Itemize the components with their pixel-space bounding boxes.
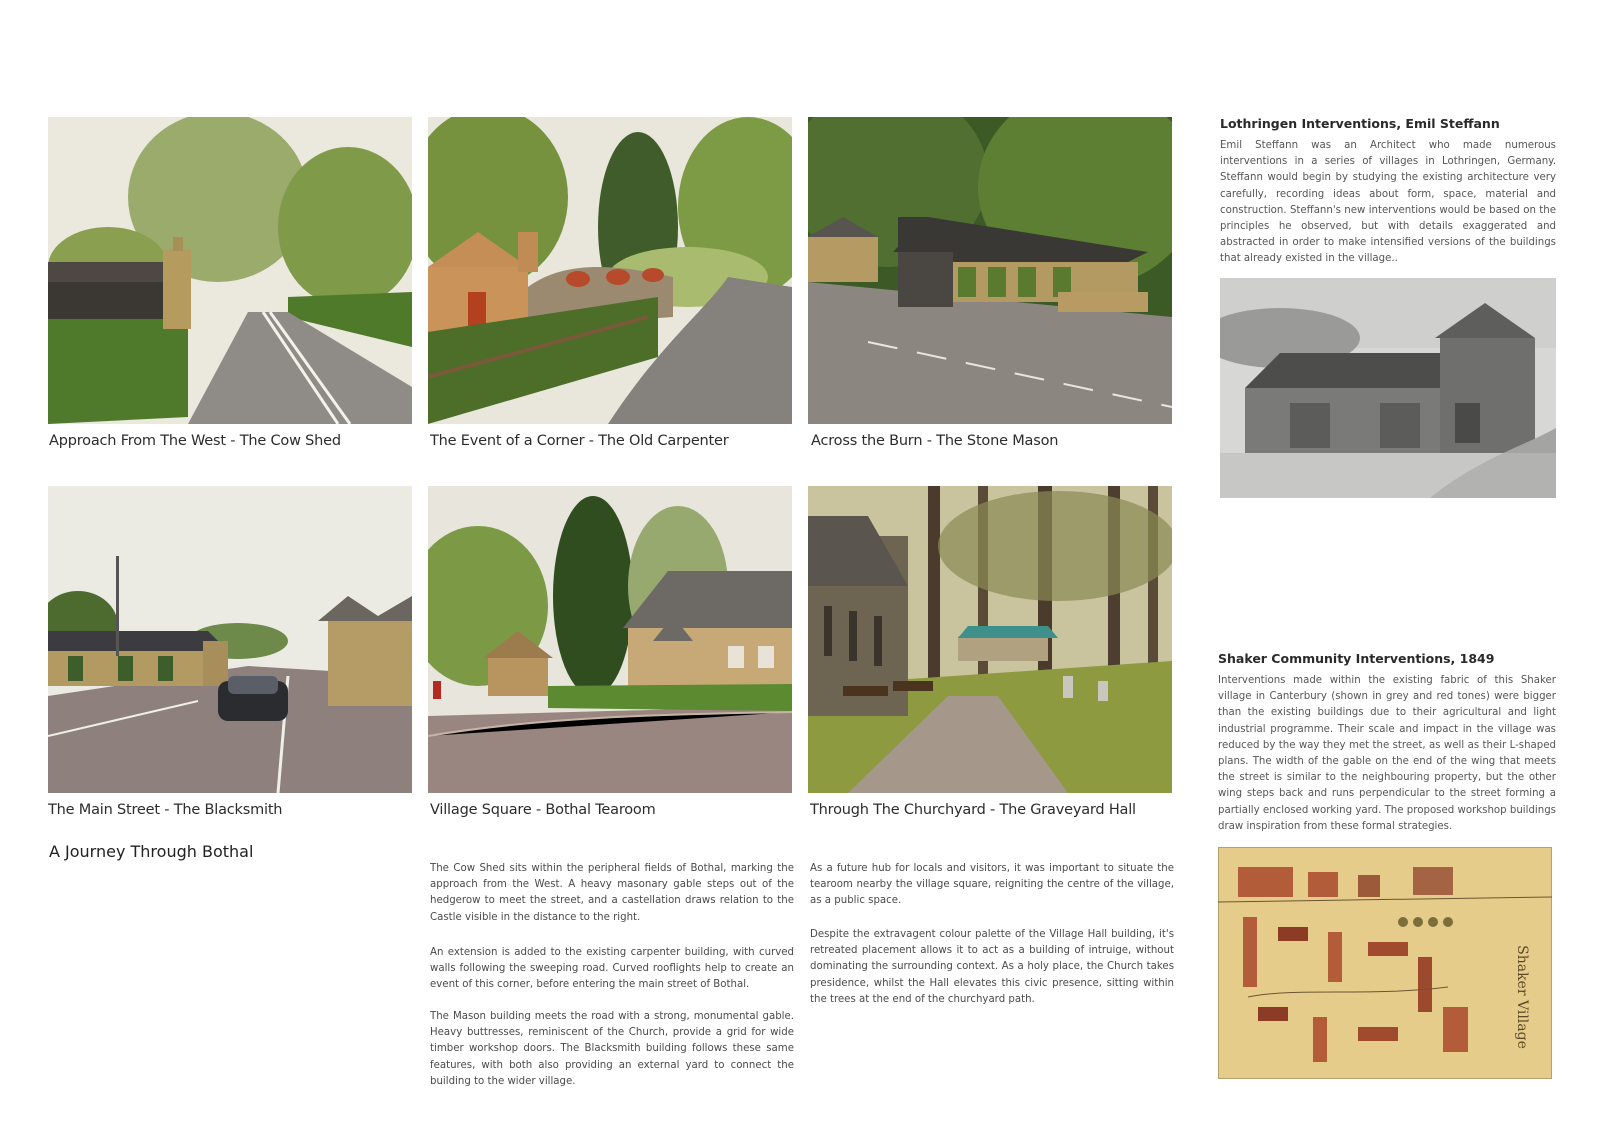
photo-steffann-building	[1220, 278, 1556, 498]
shaker-title: Shaker Community Interventions, 1849	[1218, 651, 1495, 666]
paragraph-mason-blacksmith: The Mason building meets the road with a strong, monumental gable. Heavy buttresses, reminiscent of the Church, provide a grid for wide timber workshop doors. The Blacksmith building follows these same features, with both also providing an external yard to connect the building to the wider village.	[430, 1011, 794, 1087]
photo-stone-mason	[808, 117, 1172, 424]
caption-old-carpenter: The Event of a Corner - The Old Carpenter	[430, 433, 729, 449]
paragraph-graveyard: Despite the extravagent colour palette of the Village Hall building, it's retreated placement allows it to act as a building of intruige, without dominating the surrounding context. As a holy place, the Church takes presidence, whilst the Hall elevates this civic presence, sitting within the trees at the end of the churchyard path.	[810, 929, 1174, 1005]
photo-graveyard-hall	[808, 486, 1172, 793]
page-title: A Journey Through Bothal	[49, 842, 254, 861]
shaker-body: Interventions made within the existing fabric of this Shaker village in Canterbury (shown in grey and red tones) were bigger than the existing buildings due to their agricultural and light industrial programme. Their scale and impact in the village was reduced by the way they met the street, as well as their L-shaped plans. The width of the gable on the end of the wing that meets the street is similar to the neighbouring property, but the other wing steps back and runs perpendicular to the street forming a partially enclosed working yard. The proposed workshop buildings draw inspiration from these formal strategies.	[1218, 675, 1556, 832]
paragraph-carpenter: An extension is added to the existing carpenter building, with curved walls following the sweeping road. Curved rooflights help to create an event of this corner, before entering the main street of Bothal.	[430, 947, 794, 991]
caption-stone-mason: Across the Burn - The Stone Mason	[811, 433, 1059, 449]
caption-cow-shed: Approach From The West - The Cow Shed	[49, 433, 341, 449]
svg-text:Shaker Village: Shaker Village	[1514, 945, 1530, 1049]
caption-bothal-tearoom: Village Square - Bothal Tearoom	[430, 802, 656, 818]
steffann-title: Lothringen Interventions, Emil Steffann	[1220, 116, 1500, 131]
photo-cow-shed	[48, 117, 412, 424]
photo-bothal-tearoom	[428, 486, 792, 793]
caption-blacksmith: The Main Street - The Blacksmith	[48, 802, 283, 818]
caption-graveyard-hall: Through The Churchyard - The Graveyard Hall	[810, 802, 1136, 818]
steffann-body: Emil Steffann was an Architect who made numerous interventions in a series of villages in Lothringen, Germany. Steffann would begin by studying the existing architecture very carefully, recording ideas about form, space, material and construction. Steffann's new interventions would be based on the principles he observed, but with details exaggerated and abstracted in order to make intensified versions of the buildings that already existed in the village..	[1220, 140, 1556, 265]
photo-blacksmith	[48, 486, 412, 793]
paragraph-tearoom: As a future hub for locals and visitors, it was important to situate the tearoom nearby the village square, reigniting the centre of the village, as a public space.	[810, 863, 1174, 907]
shaker-village-diagram	[1218, 847, 1552, 1079]
photo-old-carpenter	[428, 117, 792, 424]
paragraph-cow-shed: The Cow Shed sits within the peripheral fields of Bothal, marking the approach from the West. A heavy masonary gable steps out of the hedgerow to meet the street, and a castellation draws relation to the Castle visible in the distance to the right.	[430, 863, 794, 923]
